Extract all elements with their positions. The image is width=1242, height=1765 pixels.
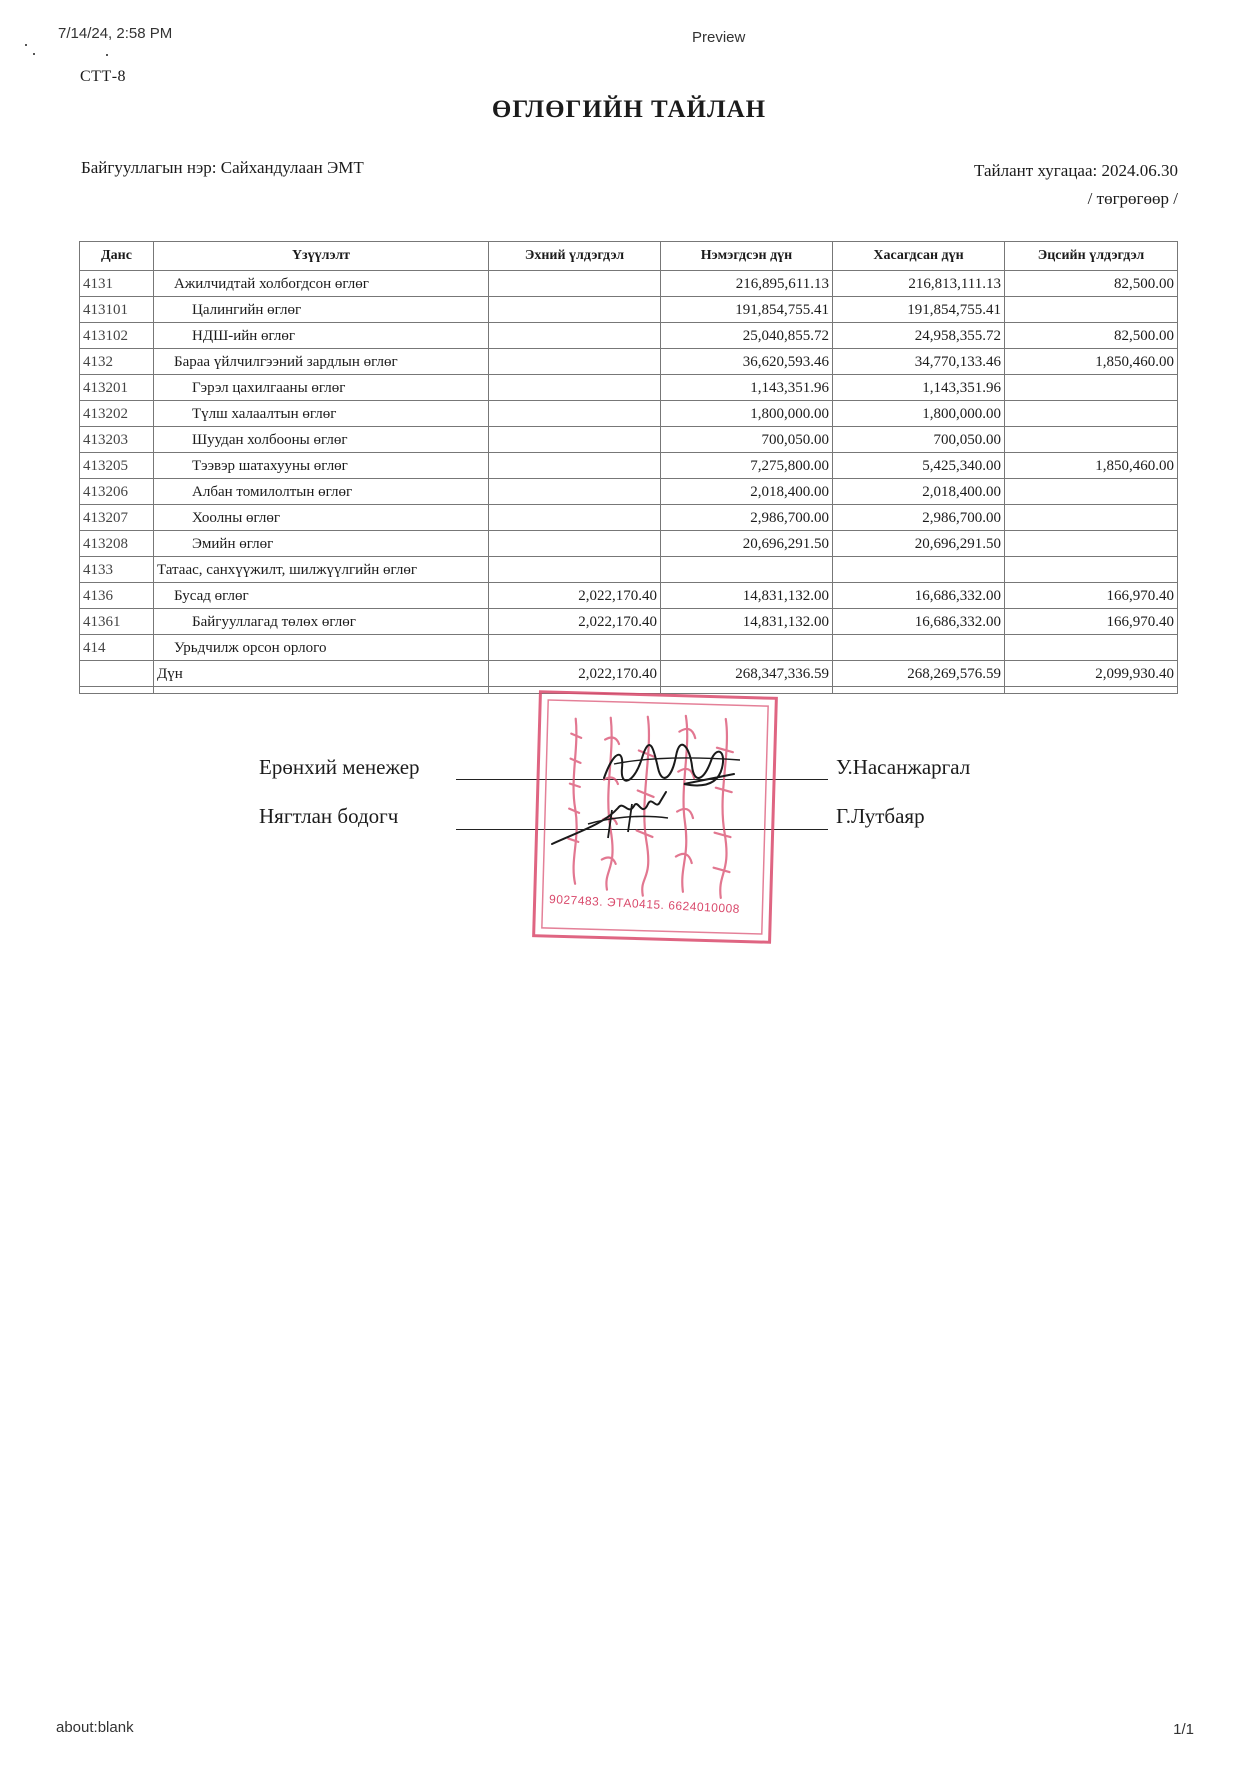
account-cell: 4136 [80, 583, 154, 609]
added-amount-cell: 7,275,800.00 [661, 453, 833, 479]
added-amount-cell: 191,854,755.41 [661, 297, 833, 323]
added-amount-cell: 25,040,855.72 [661, 323, 833, 349]
added-amount-cell: 2,986,700.00 [661, 505, 833, 531]
account-cell: 413101 [80, 297, 154, 323]
account-cell: 4131 [80, 271, 154, 297]
deducted-amount-cell: 268,269,576.59 [833, 661, 1005, 687]
deducted-amount-cell [833, 635, 1005, 661]
table-row [80, 505, 1178, 531]
accountant-signature [548, 788, 678, 850]
closing-balance-cell [1005, 375, 1178, 401]
closing-balance-cell [1005, 427, 1178, 453]
table-total-row [80, 661, 1178, 687]
closing-balance-cell: 166,970.40 [1005, 609, 1178, 635]
added-amount-cell: 1,143,351.96 [661, 375, 833, 401]
table-row [80, 557, 1178, 583]
indicator-cell: Шуудан холбооны өглөг [154, 427, 489, 453]
account-cell: 413102 [80, 323, 154, 349]
closing-balance-cell [1005, 635, 1178, 661]
indicator-cell: Бусад өглөг [154, 583, 489, 609]
added-amount-cell: 2,018,400.00 [661, 479, 833, 505]
col-header-indicator: Үзүүлэлт [154, 242, 489, 271]
deducted-amount-cell: 191,854,755.41 [833, 297, 1005, 323]
opening-balance-cell [489, 479, 661, 505]
opening-balance-cell [489, 271, 661, 297]
form-code: СТТ-8 [80, 68, 127, 85]
deducted-amount-cell: 2,018,400.00 [833, 479, 1005, 505]
account-cell: 413207 [80, 505, 154, 531]
col-header-deducted-amount: Хасагдсан дүн [833, 242, 1005, 271]
deducted-amount-cell: 16,686,332.00 [833, 583, 1005, 609]
closing-balance-cell: 1,850,460.00 [1005, 349, 1178, 375]
opening-balance-cell: 2,022,170.40 [489, 661, 661, 687]
payables-table [79, 241, 1178, 694]
account-cell [80, 661, 154, 687]
indicator-cell: Дүн [154, 661, 489, 687]
closing-balance-cell [1005, 505, 1178, 531]
indicator-cell: Цалингийн өглөг [154, 297, 489, 323]
manager-name: У.Насанжаргал [836, 755, 971, 779]
table-row [80, 531, 1178, 557]
opening-balance-cell [489, 297, 661, 323]
opening-balance-cell [489, 375, 661, 401]
closing-balance-cell: 82,500.00 [1005, 271, 1178, 297]
closing-balance-cell [1005, 401, 1178, 427]
table-row [80, 401, 1178, 427]
opening-balance-cell: 2,022,170.40 [489, 583, 661, 609]
deducted-amount-cell: 16,686,332.00 [833, 609, 1005, 635]
account-cell: 413206 [80, 479, 154, 505]
table-row [80, 635, 1178, 661]
added-amount-cell [661, 635, 833, 661]
closing-balance-cell [1005, 297, 1178, 323]
indicator-cell: НДШ-ийн өглөг [154, 323, 489, 349]
indicator-cell: Тээвэр шатахууны өглөг [154, 453, 489, 479]
closing-balance-cell [1005, 557, 1178, 583]
added-amount-cell: 216,895,611.13 [661, 271, 833, 297]
accountant-name: Г.Лутбаяр [836, 804, 925, 828]
page-url: about:blank [56, 1719, 134, 1736]
added-amount-cell [661, 557, 833, 583]
indicator-cell: Түлш халаалтын өглөг [154, 401, 489, 427]
closing-balance-cell: 166,970.40 [1005, 583, 1178, 609]
table-header-row [80, 242, 1178, 271]
table-row [80, 583, 1178, 609]
scan-speck [25, 44, 27, 46]
indicator-cell: Албан томилолтын өглөг [154, 479, 489, 505]
table-row [80, 349, 1178, 375]
opening-balance-cell [489, 323, 661, 349]
table-row [80, 453, 1178, 479]
account-cell: 4133 [80, 557, 154, 583]
manager-signature [594, 738, 744, 794]
deducted-amount-cell: 5,425,340.00 [833, 453, 1005, 479]
account-cell: 41361 [80, 609, 154, 635]
currency-unit: / төгрөгөөр / [1087, 189, 1178, 208]
added-amount-cell: 20,696,291.50 [661, 531, 833, 557]
page-number: 1/1 [1173, 1721, 1194, 1738]
table-row [80, 609, 1178, 635]
account-cell: 414 [80, 635, 154, 661]
added-amount-cell: 1,800,000.00 [661, 401, 833, 427]
table-row [80, 375, 1178, 401]
account-cell: 413208 [80, 531, 154, 557]
deducted-amount-cell: 1,143,351.96 [833, 375, 1005, 401]
indicator-cell: Гэрэл цахилгааны өглөг [154, 375, 489, 401]
table-row [80, 271, 1178, 297]
deducted-amount-cell [833, 557, 1005, 583]
added-amount-cell: 700,050.00 [661, 427, 833, 453]
closing-balance-cell [1005, 479, 1178, 505]
indicator-cell: Байгууллагад төлөх өглөг [154, 609, 489, 635]
closing-balance-cell: 82,500.00 [1005, 323, 1178, 349]
indicator-cell: Урьдчилж орсон орлого [154, 635, 489, 661]
scan-speck [106, 54, 108, 56]
col-header-added-amount: Нэмэгдсэн дүн [661, 242, 833, 271]
indicator-cell: Эмийн өглөг [154, 531, 489, 557]
stamp-registration-text: 9027483. ЭТА0415. 6624010008 [548, 892, 741, 916]
print-datetime: 7/14/24, 2:58 PM [58, 25, 173, 42]
organization-name: Байгууллагын нэр: Сайхандулаан ЭМТ [81, 158, 364, 177]
deducted-amount-cell: 216,813,111.13 [833, 271, 1005, 297]
report-period: Тайлант хугацаа: 2024.06.30 [974, 161, 1178, 180]
opening-balance-cell [489, 349, 661, 375]
closing-balance-cell: 2,099,930.40 [1005, 661, 1178, 687]
indicator-cell: Ажилчидтай холбогдсон өглөг [154, 271, 489, 297]
added-amount-cell: 14,831,132.00 [661, 583, 833, 609]
print-title: Preview [692, 29, 746, 46]
deducted-amount-cell: 24,958,355.72 [833, 323, 1005, 349]
table-row [80, 297, 1178, 323]
deducted-amount-cell: 20,696,291.50 [833, 531, 1005, 557]
added-amount-cell: 36,620,593.46 [661, 349, 833, 375]
account-cell: 413201 [80, 375, 154, 401]
indicator-cell: Бараа үйлчилгээний зардлын өглөг [154, 349, 489, 375]
indicator-cell: Хоолны өглөг [154, 505, 489, 531]
closing-balance-cell: 1,850,460.00 [1005, 453, 1178, 479]
added-amount-cell: 268,347,336.59 [661, 661, 833, 687]
col-header-account: Данс [80, 242, 154, 271]
opening-balance-cell [489, 453, 661, 479]
table-row [80, 479, 1178, 505]
added-amount-cell: 14,831,132.00 [661, 609, 833, 635]
account-cell: 413205 [80, 453, 154, 479]
deducted-amount-cell: 700,050.00 [833, 427, 1005, 453]
deducted-amount-cell: 34,770,133.46 [833, 349, 1005, 375]
accountant-title: Нягтлан бодогч [259, 804, 399, 828]
scan-speck [33, 53, 35, 55]
deducted-amount-cell: 2,986,700.00 [833, 505, 1005, 531]
indicator-cell: Татаас, санхүүжилт, шилжүүлгийн өглөг [154, 557, 489, 583]
closing-balance-cell [1005, 531, 1178, 557]
opening-balance-cell [489, 401, 661, 427]
account-cell: 413202 [80, 401, 154, 427]
opening-balance-cell [489, 531, 661, 557]
deducted-amount-cell: 1,800,000.00 [833, 401, 1005, 427]
account-cell: 4132 [80, 349, 154, 375]
col-header-closing-balance: Эцсийн үлдэгдэл [1005, 242, 1178, 271]
table-row [80, 323, 1178, 349]
table-row [80, 427, 1178, 453]
opening-balance-cell [489, 427, 661, 453]
report-title: ӨГЛӨГИЙН ТАЙЛАН [491, 96, 767, 123]
opening-balance-cell [489, 557, 661, 583]
account-cell: 413203 [80, 427, 154, 453]
opening-balance-cell [489, 505, 661, 531]
col-header-opening-balance: Эхний үлдэгдэл [489, 242, 661, 271]
manager-title: Ерөнхий менежер [259, 755, 420, 779]
opening-balance-cell: 2,022,170.40 [489, 609, 661, 635]
opening-balance-cell [489, 635, 661, 661]
